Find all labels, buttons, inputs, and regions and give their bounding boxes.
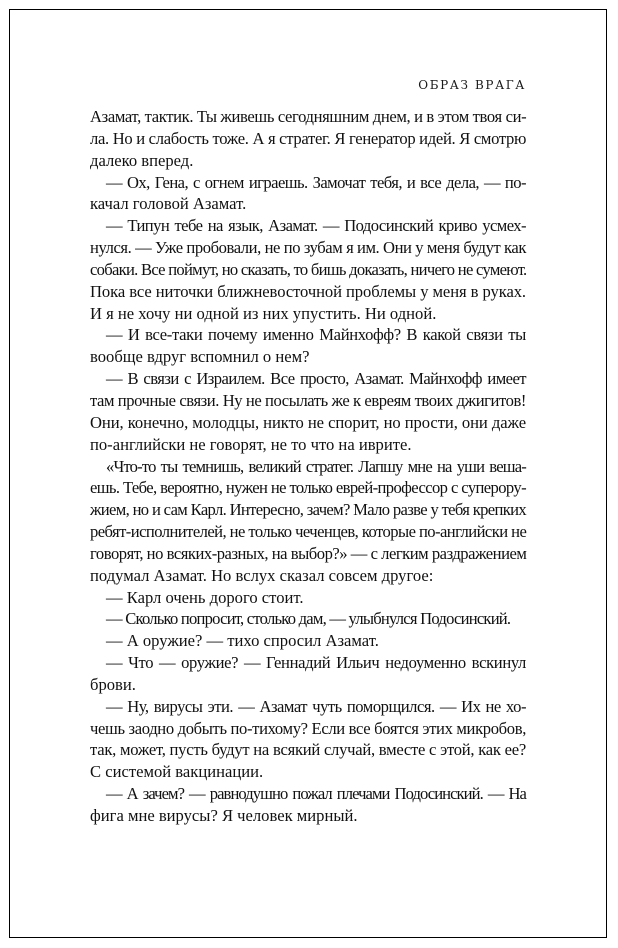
text-line: — А зачем? — равнодушно пожал плечами Подосинский. — На: [106, 784, 526, 804]
text-line: вообще вдруг вспомнил о нем?: [90, 347, 310, 367]
text-line: — Сколько попросит, столько дам, — улыбнулся Подосинский.: [106, 609, 511, 629]
text-line: Они, конечно, молодцы, никто не спорит, но прости, они даже: [90, 412, 526, 432]
text-line: подумал Азамат. Но вслух сказал совсем другое:: [90, 565, 434, 585]
text-line: фига мне вирусы? Я человек мирный.: [90, 806, 358, 825]
text-line: по-английски не говорят, не то что на иврите.: [90, 434, 412, 454]
text-line: там прочные связи. Ну не посылать же к евреям твоих джигитов!: [90, 390, 526, 410]
text-line: С системой вакцинации.: [90, 762, 264, 782]
text-line: — В связи с Израилем. Все просто, Азамат. Майнхофф имеет: [106, 369, 526, 389]
text-line: ла. Но и слабость тоже. А я стратег. Я генератор идей. Я смотрю: [90, 128, 527, 148]
text-line: качал головой Азамат.: [90, 194, 247, 214]
text-line: — Карл очень дорого стоит.: [106, 587, 304, 607]
text-line: Пока все ниточки ближневосточной проблемы у меня в руках.: [90, 281, 526, 301]
text-line: Азамат, тактик. Ты живешь сегодняшним днем, и в этом твоя си-: [90, 107, 527, 126]
text-line: — И все-таки почему именно Майнхофф? В какой связи ты: [106, 325, 526, 345]
text-line: чешь заодно добыть по-тихому? Если все боятся этих микробов,: [90, 718, 526, 738]
text-line: И я не хочу ни одной из них упустить. Ни одной.: [90, 303, 437, 323]
text-line: говорят, но всяких-разных, на выбор?» — с легким раздражением: [90, 543, 527, 563]
text-line: ребят-исполнителей, не только чеченцев, которые по-английски не: [90, 522, 527, 542]
text-line: далеко вперед.: [90, 150, 194, 170]
text-line: — Ну, вирусы эти. — Азамат чуть поморщился. — Их не хо-: [106, 696, 526, 716]
text-line: — А оружие? — тихо спросил Азамат.: [106, 631, 379, 651]
text-line: — Что — оружие? — Геннадий Ильич недоуменно вскинул: [106, 653, 526, 673]
text-line: так, может, пусть будут на всякий случай, вместе с этой, как ее?: [90, 740, 526, 760]
text-line: собаки. Все поймут, но сказать, то бишь доказать, ничего не сумеют.: [90, 259, 527, 279]
text-line: жием, но и сам Карл. Интересно, зачем? Мало разве у тебя крепких: [90, 500, 526, 520]
text-line: — Ох, Гена, с огнем играешь. Замочат тебя, и все дела, — по-: [106, 172, 526, 192]
body-text: [90, 106, 526, 827]
text-line: нулся. — Уже пробовали, не по зубам я им. Они у меня будут как: [90, 238, 526, 258]
text-line: брови.: [90, 674, 136, 694]
running-header: ОБРАЗ ВРАГА: [418, 78, 526, 92]
text-line: — Типун тебе на язык, Азамат. — Подосинский криво усмех-: [106, 216, 526, 236]
text-line: ешь. Тебе, вероятно, нужен не только еврей-профессор с суперору-: [90, 478, 526, 498]
text-line: «Что-то ты темнишь, великий стратег. Лапшу мне на уши веша-: [106, 456, 526, 476]
